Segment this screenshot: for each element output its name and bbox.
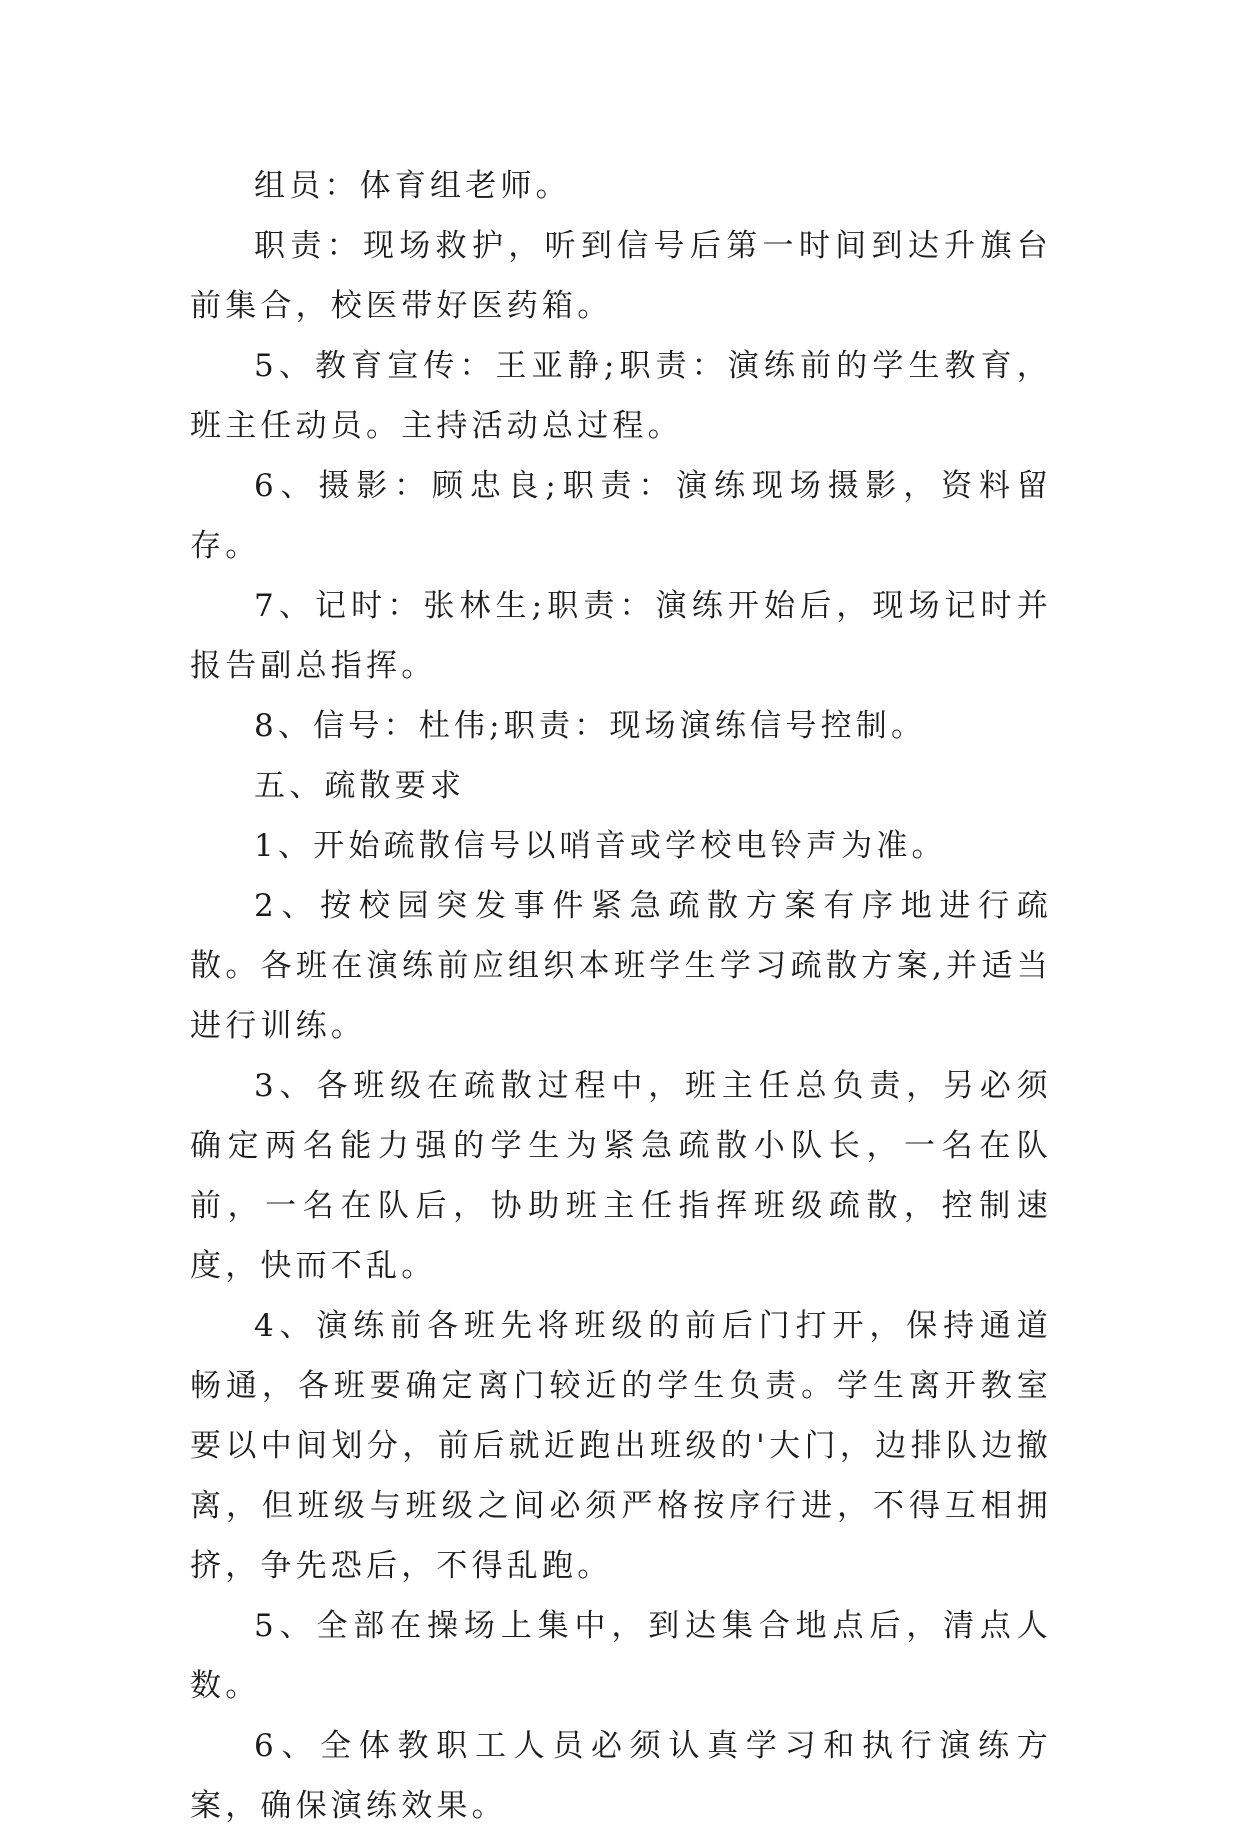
paragraph-requirement-3: 3、各班级在疏散过程中，班主任总负责，另必须确定两名能力强的学生为紧急疏散小队长，一名在队前，一名在队后，协助班主任指挥班级疏散，控制速度，快而不乱。 [190,1068,1052,1284]
paragraph-duty-rescue: 职责：现场救护，听到信号后第一时间到达升旗台前集合，校医带好医药箱。 [190,228,1052,324]
paragraph-item-6-photography: 6、摄影：顾忠良;职责：演练现场摄影，资料留存。 [190,468,1052,564]
paragraph-requirement-4: 4、演练前各班先将班级的前后门打开，保持通道畅通，各班要确定离门较近的学生负责。学生离开教室要以中间划分，前后就近跑出班级的'大门，边排队边撤离，但班级与班级之间必须严格按序行进，不得互相拥挤，争先恐后，不得乱跑。 [190,1308,1052,1584]
document-body [190,156,1052,1836]
paragraph-team-members: 组员：体育组老师。 [254,168,571,204]
paragraph-requirement-5: 5、全部在操场上集中，到达集合地点后，清点人数。 [190,1608,1052,1704]
paragraph-requirement-2: 2、按校园突发事件紧急疏散方案有序地进行疏散。各班在演练前应组织本班学生学习疏散方案,并适当进行训练。 [190,888,1052,1044]
paragraph-item-5-publicity: 5、教育宣传：王亚静;职责：演练前的学生教育，班主任动员。主持活动总过程。 [190,348,1052,444]
paragraph-requirement-1: 1、开始疏散信号以哨音或学校电铃声为准。 [254,828,947,864]
section-heading-evacuation-requirements: 五、疏散要求 [254,768,466,804]
paragraph-requirement-6: 6、全体教职工人员必须认真学习和执行演练方案，确保演练效果。 [190,1728,1052,1824]
paragraph-item-7-timekeeping: 7、记时：张林生;职责：演练开始后，现场记时并报告副总指挥。 [190,588,1052,684]
paragraph-item-8-signal: 8、信号：杜伟;职责：现场演练信号控制。 [254,708,927,744]
